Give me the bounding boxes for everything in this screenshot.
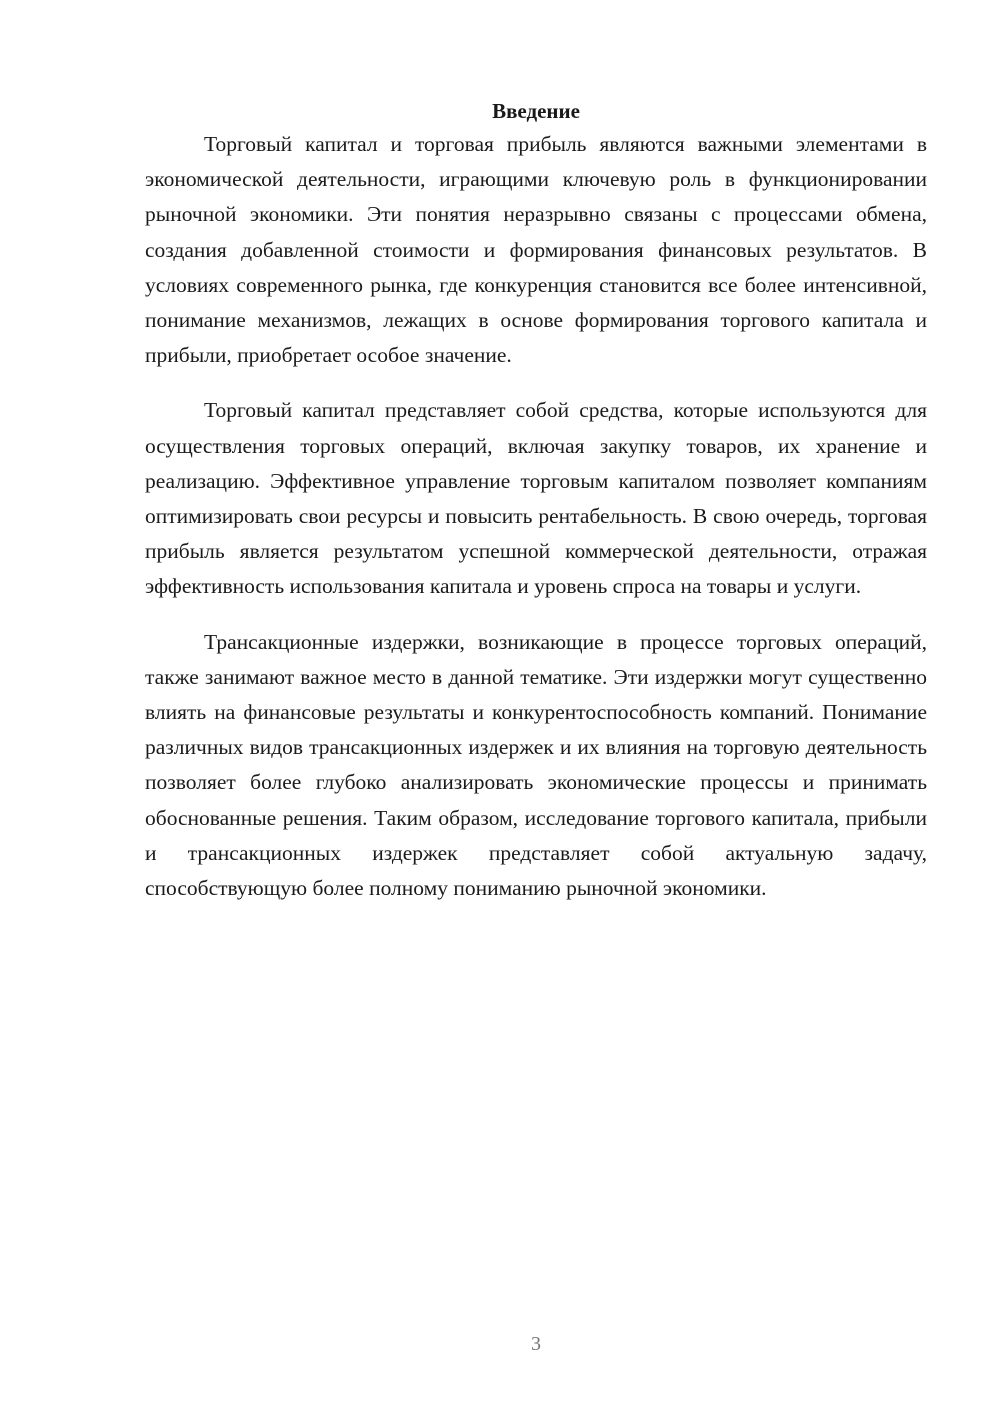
paragraph-3: Трансакционные издержки, возникающие в процессе торговых операций, также занимают важное место в данной тематике. Эти издержки могут существенно влиять на финансовые результаты и конкурентоспособность компаний. Понимание различных видов трансакционных издержек и их влияния на торговую деятельность позволяет более глубоко анализировать экономические процессы и принимать обоснованные решения. Таким образом, исследование торгового капитала, прибыли и трансакционных издержек представляет собой актуальную задачу, способствующую более полному пониманию рыночной экономики. <box>145 629 927 901</box>
paragraph-1: Торговый капитал и торговая прибыль являются важными элементами в экономической деятельности, играющими ключевую роль в функционировании рыночной экономики. Эти понятия неразрывно связаны с процессами обмена, создания добавленной стоимости и формирования финансовых результатов. В условиях современного рынка, где конкуренция становится все более интенсивной, понимание механизмов, лежащих в основе формирования торгового капитала и прибыли, приобретает особое значение. <box>145 132 927 368</box>
paragraph-2: Торговый капитал представляет собой средства, которые используются для осуществления торговых операций, включая закупку товаров, их хранение и реализацию. Эффективное управление торговым капиталом позволяет компаниям оптимизировать свои ресурсы и повысить рентабельность. В свою очередь, торговая прибыль является результатом успешной коммерческой деятельности, отражая эффективность использования капитала и уровень спроса на товары и услуги. <box>145 398 927 599</box>
page-number: 3 <box>531 1333 541 1355</box>
section-title: Введение <box>492 99 580 123</box>
document-body <box>145 95 927 906</box>
